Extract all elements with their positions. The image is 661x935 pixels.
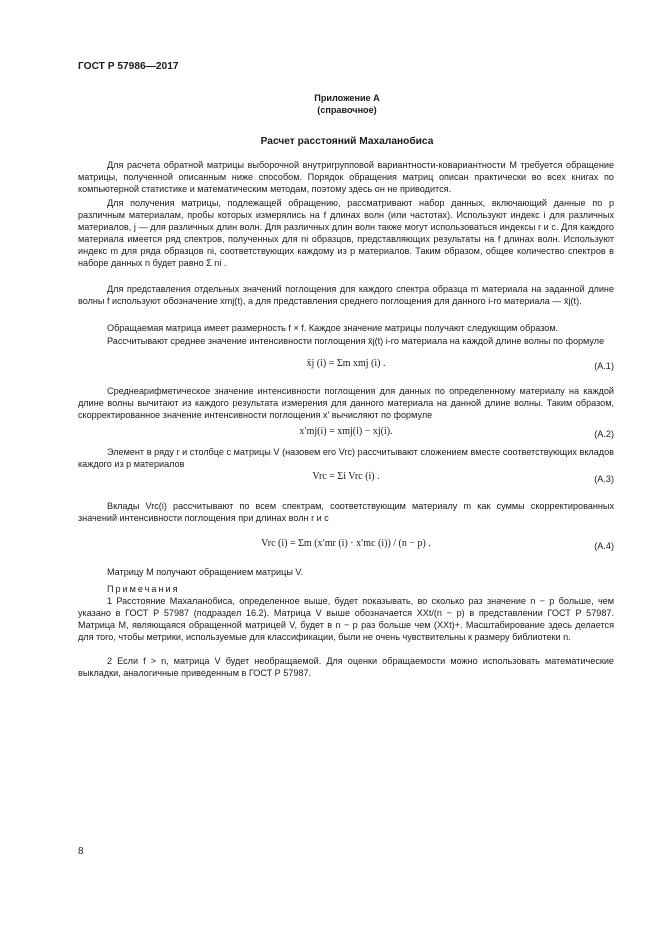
paragraph-9: Матрицу М получают обращением матрицы V. (107, 567, 304, 577)
formula-a2 (78, 426, 614, 444)
formula-a2-expression: x′mj(i) = xmj(i) − xj(i). (299, 426, 393, 437)
formula-a1 (78, 358, 614, 376)
formula-a4 (78, 538, 614, 556)
note-2: 2 Если f > n, матрица V будет необращаемой. Для оценки обращаемости можно использовать математические выкладки, аналогичные приведенным в ГОСТ Р 57987. (78, 656, 614, 679)
paragraph-8: Вклады Vrc(i) рассчитывают по всем спектрам, соответствующим материалу m как суммы скорректированных значений интенсивности поглощения при длинах волн r и c (78, 501, 614, 524)
appendix-title: Приложение А (314, 93, 380, 103)
note-1: 1 Расстояние Махаланобиса, определенное выше, будет показывать, во сколько раз значение n − p больше, чем указано в ГОСТ Р 57987 (подраздел 16.2). Матрица V выше обозначается XXt/(n − p) в представлении ГОСТ Р 57987. Матрица М, являющаяся обращенной матрицей V, будет в n − p раз больше чем (XXt)+. Масштабирование здесь делается для того, чтобы метрики, используемые для классификации, были не очень чувствительны к размеру библиотеки n. (78, 596, 614, 643)
paragraph-5: Рассчитывают среднее значение интенсивности поглощения x̄j(t) i-го материала на каждой длине волны по формуле (107, 336, 605, 346)
paragraph-7: Элемент в ряду r и столбце c матрицы V (назовем его Vrc) рассчитывают сложением вместе соответствующих вкладов каждого из p материалов (78, 447, 614, 470)
formula-a3-expression: Vrc = Σi Vrc (i) . (312, 471, 380, 482)
page-number: 8 (78, 846, 84, 857)
paragraph-2: Для получения матрицы, подлежащей обращению, рассматривают набор данных, включающий данные по p различным материалам, пробы которых измерялись на f длинах волн (или частотах). Используют индекс i для различных материалов, j — для различных длин волн. Для различных длин волн также могут использоваться индексы r и c. Для каждого материала имеется ряд спектров, полученных для ni образцов, представляющих результаты на f длинах волн. Используют индекс m для ряда образцов ni, соответствующих каждому из p материалов. Таким образом, общее количество спектров в наборе данных n будет равно Σ ni . (78, 198, 614, 269)
formula-a3 (78, 471, 614, 489)
paragraph-3: Для представления отдельных значений поглощения для каждого спектра образца m материала на заданной длине волны f используют обозначение xmj(t), а для представления среднего поглощения для данного i-го материала — x̄j(t). (78, 284, 614, 307)
formula-a3-number: (А.3) (594, 474, 614, 484)
formula-a4-number: (А.4) (594, 541, 614, 551)
paragraph-4: Обращаемая матрица имеет размерность f × f. Каждое значение матрицы получают следующим образом. (107, 323, 559, 333)
formula-a4-expression: Vrc (i) = Σm (x′mr (i) · x′mc (i)) / (n − p) . (261, 538, 431, 549)
notes-title: Примечания (107, 584, 180, 594)
document-header: ГОСТ Р 57986—2017 (78, 61, 179, 72)
formula-a2-number: (А.2) (594, 429, 614, 439)
formula-a1-number: (А.1) (594, 361, 614, 371)
section-title: Расчет расстояний Махаланобиса (260, 136, 434, 147)
appendix-subtitle: (справочное) (317, 105, 377, 115)
paragraph-1: Для расчета обратной матрицы выборочной внутригрупповой вариантности-ковариантности М требуется обращение матрицы, полученной описанным ниже способом. Порядок обращения матриц описан практически во всех книгах по компьютерной статистике и математическим методам, поэтому здесь он не приводится. (78, 160, 614, 195)
formula-a1-expression: x̄j (i) = Σm xmj (i) . (306, 358, 386, 369)
paragraph-6: Среднеарифметическое значение интенсивности поглощения для данных по определенному материалу на каждой длине волны вычитают из каждого результата измерения для данного материала на данной длине волны. Таким образом, скорректированное значение интенсивности поглощения x′ вычисляют по формуле (78, 386, 614, 421)
